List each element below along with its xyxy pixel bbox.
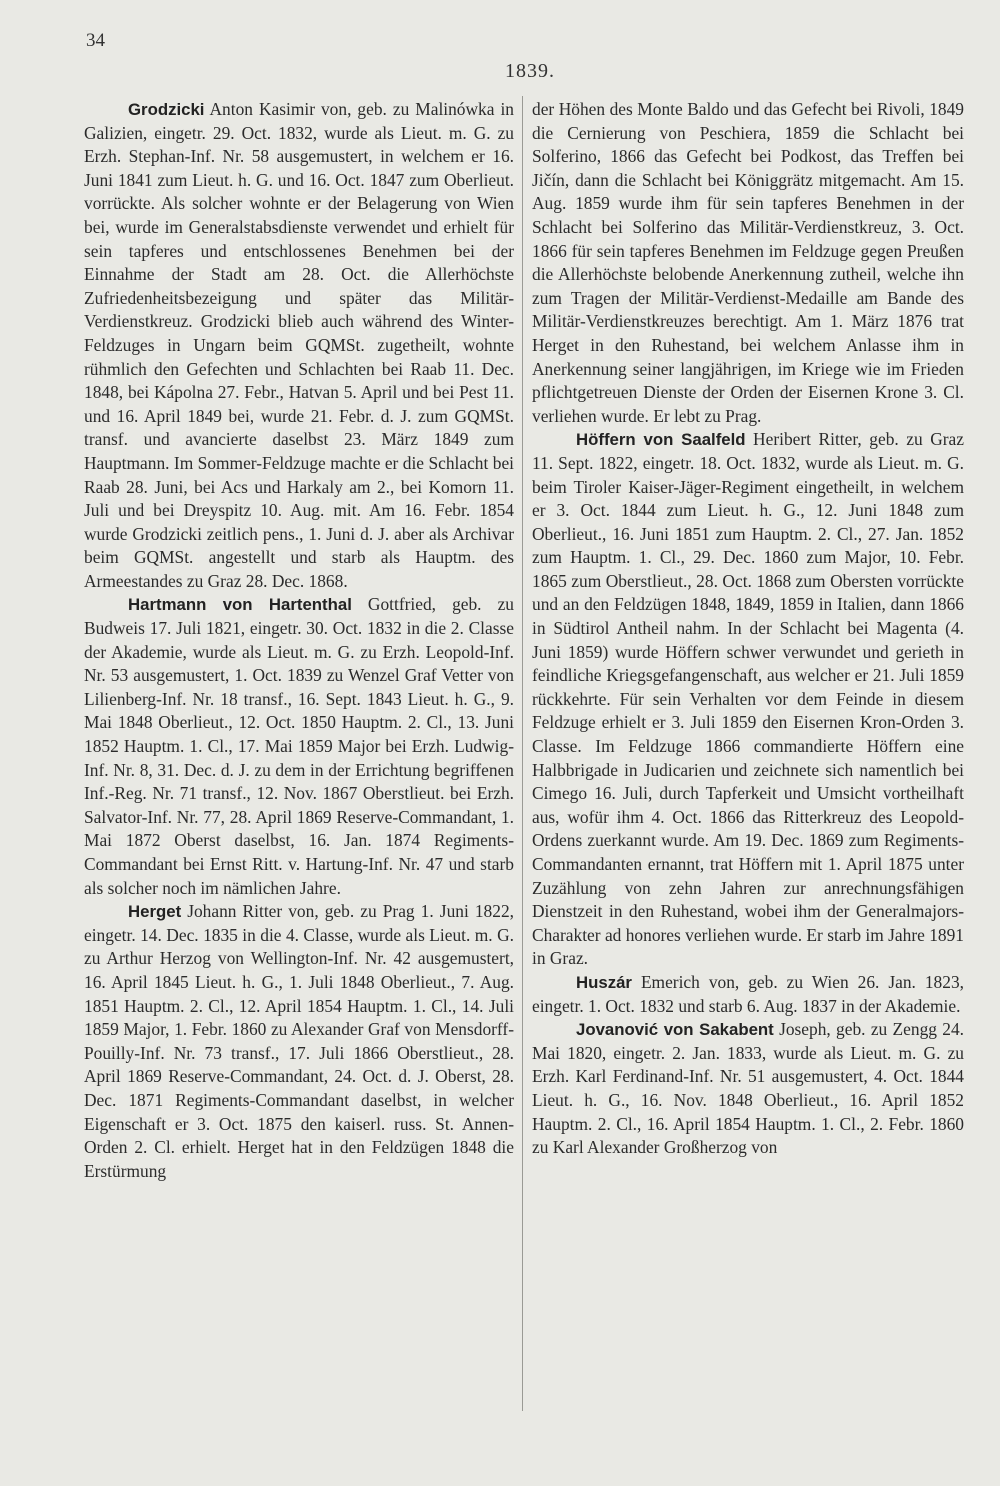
entry-text: Emerich von, geb. zu Wien 26. Jan. 1823, eingetr. 1. Oct. 1832 und starb 6. Aug. 1837 in der Akademie. [532,971,964,1016]
entry-name: Höffern von Saalfeld [576,430,746,450]
entry-hoeffern [532,428,964,971]
entry-text: Johann Ritter von, geb. zu Prag 1. Juni 1822, eingetr. 14. Dec. 1835 in die 4. Classe, wurde als Lieut. m. G. zu Arthur Herzog von Wellington-Inf. Nr. 42 ausgemustert, 16. April 1845 Lieut. h. G., 1. Juli 1848 Oberlieut., 7. Aug. 1851 Hauptm. 2. Cl., 12. April 1854 Hauptm. 1. Cl., 14. Juli 1859 Major, 1. Febr. 1860 zu Alexander Graf von Mensdorff-Pouilly-Inf. Nr. 73 transf., 17. Juli 1866 Oberstlieut., 28. April 1869 Reserve-Commandant, 24. Oct. d. J. Oberst, 28. Dec. 1871 Regiments-Commandant daselbst, in welcher Eigenschaft er 3. Oct. 1875 den kaiserl. russ. St. Annen-Orden 2. Cl. erhielt. Herget hat in den Feldzügen 1848 die Erstürmung [84,901,514,1181]
year-heading: 1839. [505,60,555,82]
entry-name: Huszár [576,972,632,992]
page-number: 34 [86,30,105,51]
entry-herget-continued [532,98,964,428]
entry-text: Gottfried, geb. zu Budweis 17. Juli 1821, eingetr. 30. Oct. 1832 in die 2. Classe der Akademie, wurde als Lieut. m. G. zu Erzh. Leopold-Inf. Nr. 53 ausgemustert, 1. Oct. 1839 zu Wenzel Graf Vetter von Lilienberg-Inf. Nr. 18 transf., 16. Sept. 1843 Lieut. h. G., 9. Mai 1848 Oberlieut., 12. Oct. 1850 Hauptm. 2. Cl., 13. Juni 1852 Hauptm. 1. Cl., 17. Mai 1859 Major bei Erzh. Ludwig-Inf. Nr. 8, 31. Dec. d. J. zu dem in der Errichtung begriffenen Inf.-Reg. Nr. 71 transf., 12. Nov. 1867 Oberstlieut. bei Erzh. Salvator-Inf. Nr. 77, 28. April 1869 Reserve-Commandant, 1. Mai 1872 Oberst daselbst, 16. Jan. 1874 Regiments-Commandant bei Ernst Ritt. v. Hartung-Inf. Nr. 47 und starb als solcher noch im nämlichen Jahre. [84,594,514,898]
entry-name: Herget [128,902,182,922]
entry-name: Hartmann von Hartenthal [128,595,352,615]
entry-herget [84,900,514,1183]
column-right [532,98,964,1160]
column-left [84,98,514,1183]
entry-text: Anton Kasimir von, geb. zu Malinówka in Galizien, eingetr. 29. Oct. 1832, wurde als Lieut. m. G. zu Erzh. Stephan-Inf. Nr. 58 ausgemustert, in welchem er 16. Juni 1841 zum Lieut. h. G. und 16. Oct. 1847 zum Oberlieut. vorrückte. Als solcher wohnte er der Belagerung von Wien bei, wurde im Generalstabsdienste verwendet und erhielt für sein tapferes und entschlossenes Benehmen bei der Einnahme der Stadt am 28. Oct. die Allerhöchste Zufriedenheitsbezeigung und später das Militär-Verdienstkreuz. Grodzicki blieb auch während des Winter-Feldzuges in Ungarn beim GQMSt. zugetheilt, wohnte rühmlich den Gefechten und Schlachten bei Raab 11. Dec. 1848, bei Kápolna 27. Febr., Hatvan 5. April und bei Pest 11. und 16. April 1849 bei, wurde 21. Febr. d. J. zum GQMSt. transf. und avancierte daselbst 23. März 1849 zum Hauptmann. Im Sommer-Feldzuge machte er die Schlacht bei Raab 28. Juni, bei Acs und Harkaly am 2., bei Komorn 11. Juli und bei Dreyspitz 10. Aug. mit. Am 16. Febr. 1854 wurde Grodzicki zeitlich pens., 1. Juni d. J. aber als Archivar beim GQMSt. angestellt und starb als Hauptm. des Armeestandes zu Graz 28. Dec. 1868. [84,99,514,591]
entry-text: Joseph, geb. zu Zengg 24. Mai 1820, eingetr. 2. Jan. 1833, wurde als Lieut. m. G. zu Erzh. Karl Ferdinand-Inf. Nr. 51 ausgemustert, 4. Oct. 1844 Lieut. h. G., 16. Nov. 1848 Oberlieut., 16. April 1852 Hauptm. 2. Cl., 16. April 1854 Hauptm. 1. Cl., 2. Febr. 1860 zu Karl Alexander Großherzog von [532,1019,964,1158]
entry-grodzicki [84,98,514,593]
entry-text: Heribert Ritter, geb. zu Graz 11. Sept. 1822, eingetr. 18. Oct. 1832, wurde als Lieut. m. G. beim Tiroler Kaiser-Jäger-Regiment eingetheilt, in welchem er 3. Oct. 1844 zum Lieut. h. G., 12. Juni 1848 zum Oberlieut., 16. Juni 1851 zum Hauptm. 2. Cl., 27. Jan. 1852 zum Hauptm. 1. Cl., 29. Dec. 1860 zum Major, 10. Febr. 1865 zum Oberstlieut., 28. Oct. 1868 zum Obersten vorrückte und an den Feldzügen 1848, 1849, 1859 in Italien, dann 1866 in Südtirol Antheil nahm. In der Schlacht bei Magenta (4. Juni 1859) wurde Höffern schwer verwundet und gerieth in feindliche Kriegsgefangenschaft, aus welcher er 21. Juli 1859 rückkehrte. Für sein Verhalten vor dem Feinde in diesem Feldzuge erhielt er 3. Juli 1859 den Eisernen Kron-Orden 3. Classe. Im Feldzuge 1866 commandierte Höffern eine Halbbrigade in Judicarien und zeichnete sich namentlich bei Cimego 16. Juli, durch Tapferkeit und Umsicht vortheilhaft aus, wofür ihm 4. Oct. 1866 das Ritterkreuz des Leopold-Ordens zuerkannt wurde. Am 19. Dec. 1869 zum Regiments-Commandanten ernannt, trat Höffern mit 1. April 1875 unter Zuzählung von zehn Jahren zur anrechnungsfähigen Dienstzeit in den Ruhestand, wobei ihm der Generalmajors-Charakter ad honores verliehen wurde. Er starb im Jahre 1891 in Graz. [532,429,964,969]
entry-text: der Höhen des Monte Baldo und das Gefecht bei Rivoli, 1849 die Cernierung von Peschiera, 1859 die Schlacht bei Solferino, 1866 das Gefecht bei Podkost, das Treffen bei Jičín, dann die Schlacht bei Königgrätz mitgemacht. Am 15. Aug. 1859 wurde ihm für sein tapferes Benehmen in der Schlacht bei Solferino das Militär-Verdienstkreuz, 3. Oct. 1866 für sein tapferes Benehmen im Feldzuge gegen Preußen die Allerhöchste belobende Anerkennung zutheil, welche ihn zum Tragen der Militär-Verdienst-Medaille am Bande des Militär-Verdienstkreuzes berechtigt. Am 1. März 1876 trat Herget in den Ruhestand, bei welchem Anlasse ihm in Anerkennung seiner langjährigen, im Kriege wie im Frieden pflichtgetreuen Dienste der Orden der Eisernen Krone 3. Cl. verliehen wurde. Er lebt zu Prag. [532,99,964,426]
column-divider [522,96,523,1411]
entry-name: Grodzicki [128,100,205,119]
entry-hartmann [84,593,514,900]
entry-huszar [532,971,964,1018]
entry-jovanovic [532,1018,964,1160]
entry-name: Jovanović von Sakabent [576,1020,774,1040]
